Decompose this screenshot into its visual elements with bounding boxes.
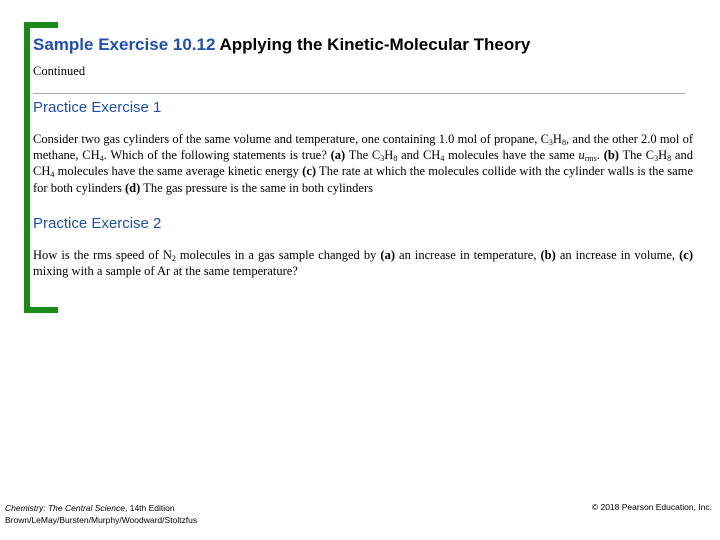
left-bracket-bar bbox=[24, 22, 30, 313]
option-d-label: (d) bbox=[125, 180, 141, 195]
option-c-label: (c) bbox=[679, 248, 693, 262]
option-b-label: (b) bbox=[540, 248, 556, 262]
option-c-label: (c) bbox=[302, 164, 317, 179]
practice-exercise-1-heading: Practice Exercise 1 bbox=[33, 99, 162, 116]
option-a-label: (a) bbox=[380, 248, 395, 262]
book-edition: , 14th Edition bbox=[125, 503, 175, 513]
continued-label: Continued bbox=[33, 64, 86, 78]
option-b-label: (b) bbox=[603, 148, 619, 163]
option-a-label: (a) bbox=[330, 148, 346, 163]
bracket-top-tick bbox=[24, 22, 58, 28]
practice-exercise-1-text: Consider two gas cylinders of the same volume and temperature, one containing 1.0 mol of propane, $C_3H_8$, and the other 2.0 mol of methane, $CH_4$. Which of the following statements is true? (a) The $C_3H_8$ and $CH_4$ molecules have the same $u_{rms}$. (b) The $C_3H_8$ and $CH_4$ molecules have the same average kinetic energy (c) The rate at which the molecules collide with the cylinder walls is the same for both cylinders (d) The gas pressure is the same in both cylinders bbox=[33, 132, 693, 195]
book-title: Chemistry: The Central Science bbox=[5, 503, 125, 513]
slide-title bbox=[33, 35, 530, 55]
copyright-notice: © 2018 Pearson Education, Inc. bbox=[591, 502, 712, 512]
divider bbox=[33, 93, 685, 94]
footer-citation bbox=[5, 502, 197, 526]
exercise-label: Sample Exercise 10.12 bbox=[33, 35, 216, 54]
practice-exercise-2-text: How is the rms speed of $N_2$ molecules in a gas sample changed by (a) an increase in temperature, (b) an increase in volume, (c) mixing with a sample of Ar at the same temperature? bbox=[33, 248, 693, 279]
exercise-title: Applying the Kinetic-Molecular Theory bbox=[219, 35, 531, 54]
book-authors: Brown/LeMay/Bursten/Murphy/Woodward/Stoltzfus bbox=[5, 515, 198, 525]
bracket-bottom-tick bbox=[24, 307, 58, 313]
practice-exercise-2-heading: Practice Exercise 2 bbox=[33, 215, 162, 232]
